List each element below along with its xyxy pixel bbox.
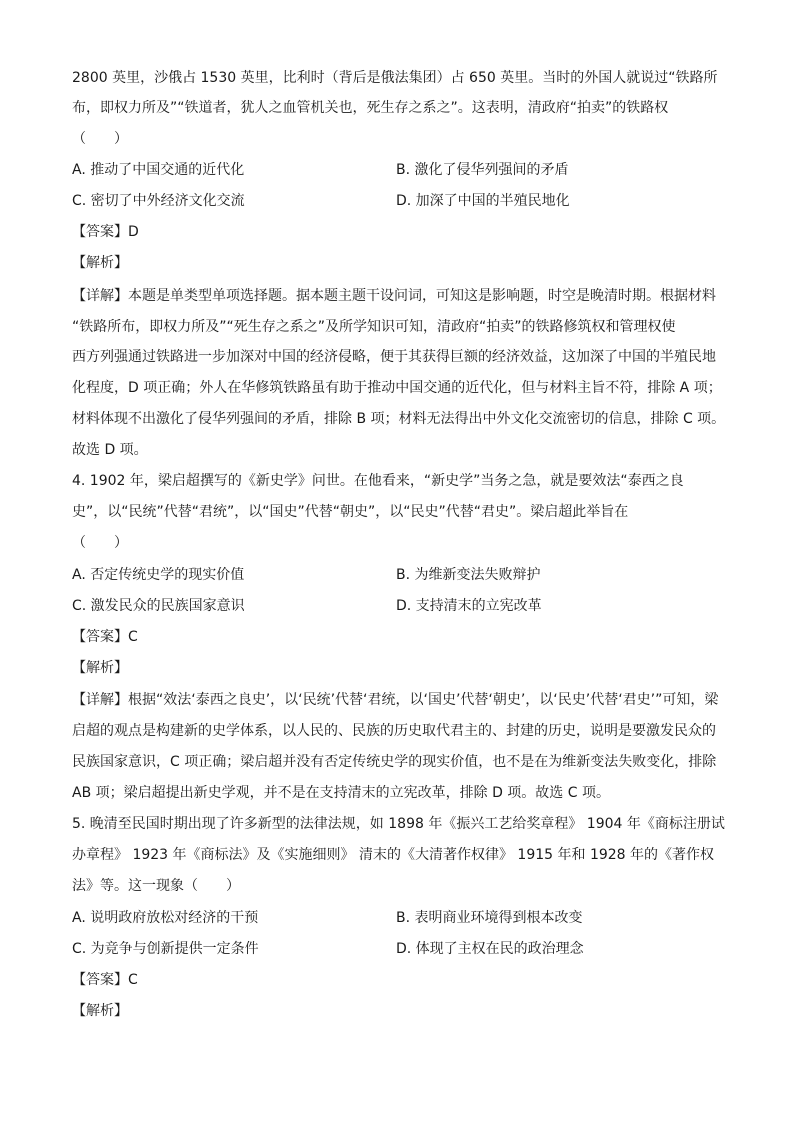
q5-option-c: C. 为竞争与创新提供一定条件 [72, 941, 259, 957]
q4-analysis-label: 【解析】 [72, 660, 128, 676]
q4-option-c: C. 激发民众的民族国家意识 [72, 598, 245, 614]
q3-analysis-label: 【解析】 [72, 255, 128, 271]
q5-option-a: A. 说明政府放松对经济的干预 [72, 910, 259, 926]
q4-stem-line-2: 史”，以“民统”代替“君统”，以“国史”代替“朝史”，以“民史”代替“君史”。梁启超此举旨在 [72, 504, 629, 520]
q3-answer: 【答案】D [72, 224, 139, 240]
q5-stem-line-1: 5. 晚清至民国时期出现了许多新型的法律法规，如 1898 年《振兴工艺给奖章程》 1904 年《商标注册试 [72, 816, 725, 832]
q4-detail-line-2: 启超的观点是构建新的史学体系，以人民的、民族的历史取代君主的、封建的历史，说明是要激发民众的 [72, 723, 716, 739]
q4-detail-line-3: 民族国家意识，C 项正确；梁启超并没有否定传统史学的现实价值，也不是在为维新变法失败变化，排除 [72, 754, 717, 770]
q5-answer: 【答案】C [72, 972, 138, 988]
q4-stem-line-1: 4. 1902 年，梁启超撰写的《新史学》问世。在他看来，“新史学”当务之急，就是要效法“泰西之良 [72, 473, 684, 489]
q5-stem-line-2: 办章程》 1923 年《商标法》及《实施细则》 清末的《大清著作权律》 1915 年和 1928 年的《著作权 [72, 847, 715, 863]
q4-answer: 【答案】C [72, 629, 138, 645]
q4-detail-line-4: AB 项；梁启超提出新史学观，并不是在支持清末的立宪改革，排除 D 项。故选 C 项。 [72, 785, 610, 801]
q3-stem-line-1: 2800 英里，沙俄占 1530 英里，比利时（背后是俄法集团）占 650 英里。当时的外国人就说过“铁路所 [72, 70, 718, 86]
q3-detail-line-4: 化程度，D 项正确；外人在华修筑铁路虽有助于推动中国交通的近代化，但与材料主旨不符，排除 A 项； [72, 380, 722, 396]
q3-option-a: A. 推动了中国交通的近代化 [72, 162, 245, 178]
q5-analysis-label: 【解析】 [72, 1003, 128, 1019]
q3-stem-line-2: 布，即权力所及”“铁道者，犹人之血管机关也，死生存之系之”。这表明，清政府“拍卖”的铁路权 [72, 100, 669, 116]
q3-option-b: B. 激化了侵华列强间的矛盾 [396, 162, 569, 178]
q3-option-c: C. 密切了中外经济文化交流 [72, 193, 245, 209]
q4-option-a: A. 否定传统史学的现实价值 [72, 567, 245, 583]
q3-detail-line-6: 故选 D 项。 [72, 442, 148, 458]
q3-detail-line-2: “铁路所布，即权力所及”“死生存之系之”及所学知识可知，清政府“拍卖”的铁路修筑权和管理权使 [72, 319, 676, 335]
q3-stem-line-3: （ ） [72, 131, 128, 147]
q5-option-d: D. 体现了主权在民的政治理念 [396, 941, 584, 957]
q5-option-b: B. 表明商业环境得到根本改变 [396, 910, 583, 926]
q4-option-d: D. 支持清末的立宪改革 [396, 598, 542, 614]
q4-stem-line-3: （ ） [72, 535, 128, 551]
q5-stem-line-3: 法》等。这一现象（ ） [72, 878, 240, 894]
q4-detail-line-1: 【详解】根据“效法‘泰西之良史’，以‘民统’代替‘君统，以‘国史’代替‘朝史’，以‘民史’代替‘君史’”可知，梁 [72, 692, 719, 708]
q3-detail-line-5: 材料体现不出激化了侵华列强间的矛盾，排除 B 项；材料无法得出中外文化交流密切的信息，排除 C 项。 [72, 411, 726, 427]
q3-detail-line-1: 【详解】本题是单类型单项选择题。据本题主题干设问词，可知这是影响题，时空是晚清时期。根据材料 [72, 288, 716, 304]
q4-option-b: B. 为维新变法失败辩护 [396, 567, 541, 583]
q3-detail-line-3: 西方列强通过铁路进一步加深对中国的经济侵略，便于其获得巨额的经济效益，这加深了中国的半殖民地 [72, 349, 716, 365]
q3-option-d: D. 加深了中国的半殖民地化 [396, 193, 570, 209]
